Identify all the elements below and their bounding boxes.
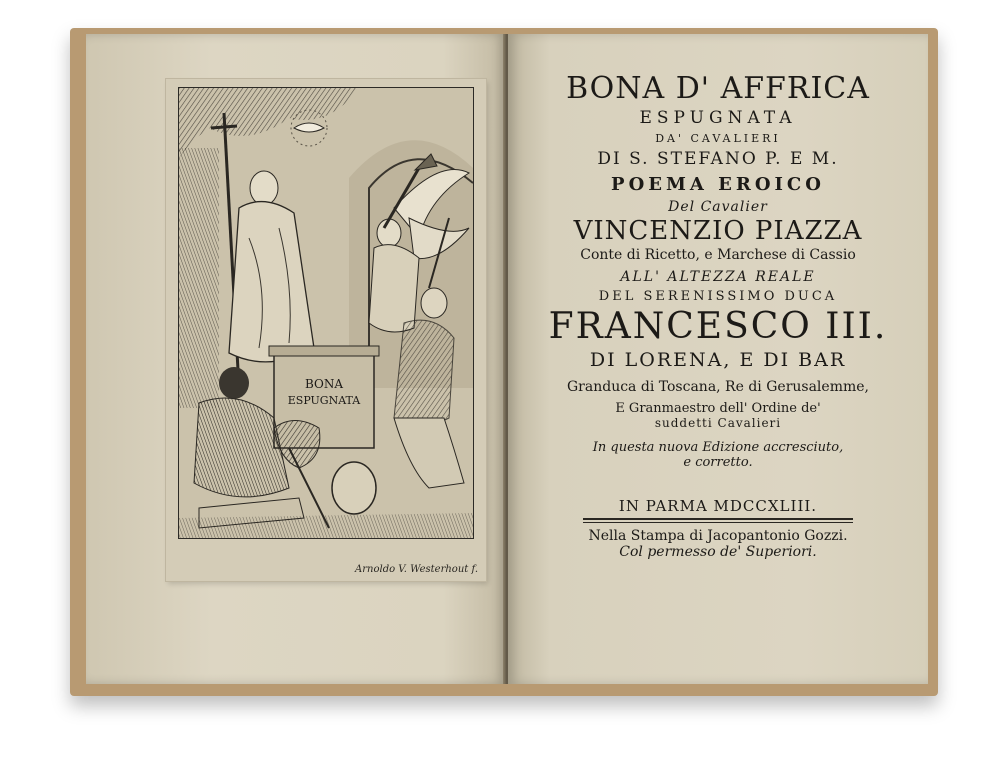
title-line-del-cavalier: Del Cavalier [668,199,768,215]
imprint-place-date: IN PARMA MDCCXLIII. [618,497,818,515]
imprint-rule [583,518,853,523]
dedication-line: ALL' ALTEZZA REALE [620,269,816,285]
dedicatee-granmaestro: E Granmaestro dell' Ordine de' [615,401,821,416]
author-titles: Conte di Ricetto, e Marchese di Cassio [580,247,856,263]
dedication-duca: DEL SERENISSIMO DUCA [598,289,838,304]
allegorical-scene-illustration [179,88,473,538]
dedicatee-titles: Granduca di Toscana, Re di Gerusalemme, [567,379,869,395]
dedicatee-cavalieri: suddetti Cavalieri [654,416,782,430]
title-block [508,71,928,560]
imprint-printer: Nella Stampa di Jacopantonio Gozzi. [588,528,848,544]
edition-corretto: e corretto. [683,455,753,470]
engraver-signature: Arnoldo V. Westerhout f. [355,564,478,575]
frontispiece-engraving [178,87,474,539]
dedicatee-lorena: DI LORENA, E DI BAR [589,349,847,371]
dedicatee-name: FRANCESCO III. [548,306,888,347]
frontispiece-plate [166,79,486,581]
title-page [508,34,928,684]
plate-inscription-line2: ESPUGNATA [287,394,361,407]
left-page [86,34,506,684]
plate-inscription-line1: BONA [304,377,344,391]
edition-note: In questa nuova Edizione accresciuto, [592,440,844,455]
title-line-cavalieri: DA' CAVALIERI [655,132,781,145]
author-name: VINCENZIO PIAZZA [573,216,863,246]
title-line-stefano: DI S. STEFANO P. E M. [597,149,839,169]
main-title: BONA D' AFFRICA [566,71,870,106]
title-line-poema: POEMA EROICO [611,174,825,195]
title-line-espugnata: ESPUGNATA [639,108,797,128]
imprint-permission: Col permesso de' Superiori. [619,544,817,560]
